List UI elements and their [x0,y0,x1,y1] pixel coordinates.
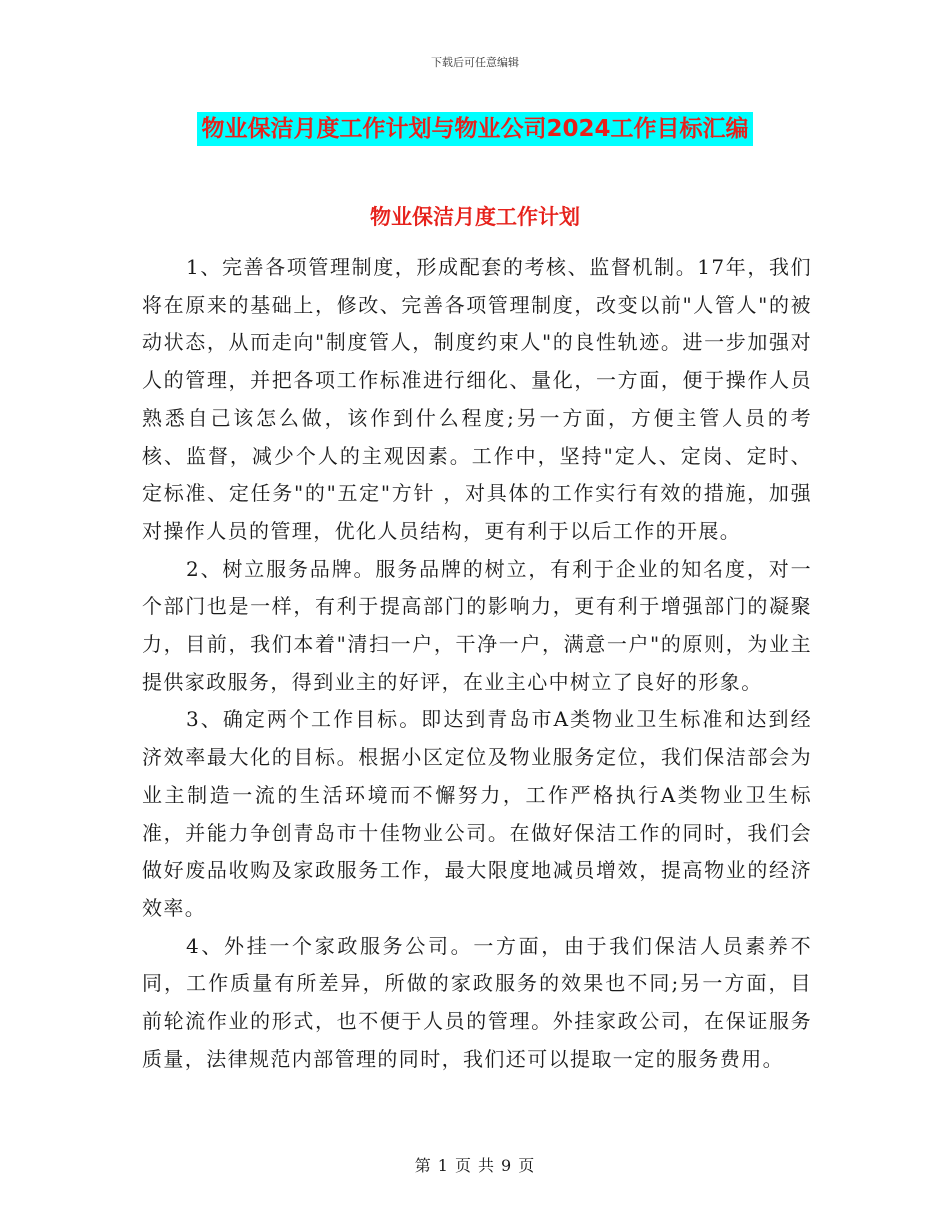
section-title: 物业保洁月度工作计划 [370,205,580,229]
footer-suffix: 页 [518,1156,536,1175]
page-footer [0,1153,950,1176]
footer-middle: 页 共 [454,1156,496,1175]
paragraph-2: 2、树立服务品牌。服务品牌的树立，有利于企业的知名度，对一个部门也是一样，有利于提高部门的影响力，更有利于增强部门的凝聚力，目前，我们本着"清扫一户，干净一户，满意一户"的原则，为业主提供家政服务，得到业主的好评，在业主心中树立了良好的形象。 [142,556,812,694]
footer-total-pages: 9 [501,1156,513,1175]
paragraph-1: 1、完善各项管理制度，形成配套的考核、监督机制。17年，我们将在原来的基础上，修改、完善各项管理制度，改变以前"人管人"的被动状态，从而走向"制度管人，制度约束人"的良性轨迹。进一步加强对人的管理，并把各项工作标准进行细化、量化，一方面，便于操作人员熟悉自己该怎么做，该作到什么程度;另一方面，方便主管人员的考核、监督，减少个人的主观因素。工作中，坚持"定人、定岗、定时、定标准、定任务"的"五定"方针 ，对具体的工作实行有效的措施，加强对操作人员的管理，优化人员结构，更有利于以后工作的开展。 [142,255,812,543]
page-header: 下载后可任意编辑 [431,56,519,69]
document-title-container [0,112,950,146]
paragraph-3: 3、确定两个工作目标。即达到青岛市A类物业卫生标准和达到经济效率最大化的目标。根据小区定位及物业服务定位，我们保洁部会为业主制造一流的生活环境而不懈努力，工作严格执行A类物业卫生标准，并能力争创青岛市十佳物业公司。在做好保洁工作的同时，我们会做好废品收购及家政服务工作，最大限度地减员增效，提高物业的经济效率。 [142,707,812,920]
document-title: 物业保洁月度工作计划与物业公司2024工作目标汇编 [197,112,752,146]
footer-page-number: 1 [437,1156,449,1175]
paragraph-4: 4、外挂一个家政服务公司。一方面，由于我们保洁人员素养不同，工作质量有所差异，所做的家政服务的效果也不同;另一方面，目前轮流作业的形式，也不便于人员的管理。外挂家政公司，在保证服务质量，法律规范内部管理的同时，我们还可以提取一定的服务费用。 [142,933,812,1071]
footer-prefix: 第 [414,1156,432,1175]
document-body [142,249,812,1078]
